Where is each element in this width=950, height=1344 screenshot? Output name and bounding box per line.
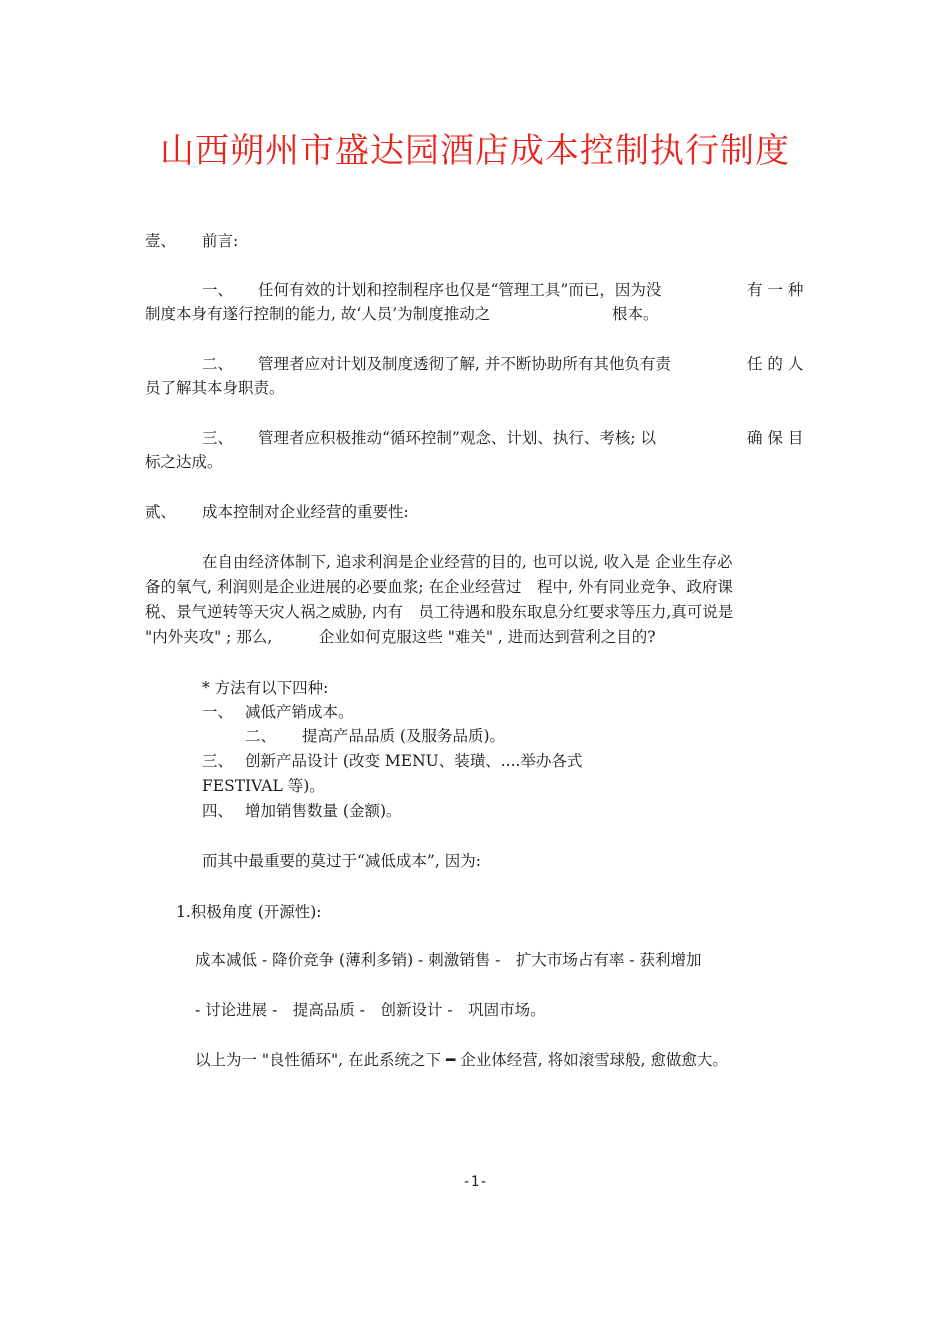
- item-1-line-2: 制度本身有遂行控制的能力, 故‘人员’为制度推动之: [145, 305, 491, 323]
- item-2-line-2: 员了解其本身职责。: [145, 379, 285, 397]
- method-3-continuation: FESTIVAL 等)。: [202, 777, 325, 795]
- method-1-number: 一、: [202, 703, 234, 721]
- chain-line-2: - 讨论进展 - 提高品质 - 创新设计 - 巩固市场。: [195, 1001, 546, 1019]
- method-3-number: 三、: [202, 752, 234, 770]
- item-1-tail-1: 有 一 种: [747, 281, 804, 299]
- document-title: 山西朔州市盛达园酒店成本控制执行制度: [160, 131, 790, 171]
- item-1-tail-2: 根本。: [612, 305, 659, 323]
- method-2-number: 二、: [245, 727, 277, 745]
- paragraph-line-1: 在自由经济体制下, 追求利润是企业经营的目的, 也可以说, 收入是 企业生存必: [202, 553, 733, 571]
- methods-intro: * 方法有以下四种:: [202, 679, 329, 697]
- cycle-line: 以上为一 "良性循环", 在此系统之下 ━ 企业体经营, 将如滚雪球般, 愈做愈大。: [195, 1051, 728, 1069]
- method-3-text: 创新产品设计 (改变 MENU、装璜、....举办各式: [245, 752, 583, 770]
- item-1-line-1: 任何有效的计划和控制程序也仅是“管理工具”而已，因为没: [258, 281, 662, 299]
- method-2-text: 提高产品品质 (及服务品质)。: [302, 727, 506, 745]
- method-1-text: 减低产销成本。: [245, 703, 354, 721]
- item-3-number: 三、: [202, 429, 234, 447]
- page-number: -1-: [462, 1174, 488, 1190]
- method-4-text: 增加销售数量 (金额)。: [245, 802, 402, 820]
- item-2-tail-1: 任 的 人: [747, 355, 804, 373]
- item-3-tail-1: 确 保 目: [747, 429, 804, 447]
- chain-line-1: 成本减低 - 降价竞争 (薄利多销) - 刺激销售 - 扩大市场占有率 - 获利增加: [195, 951, 702, 969]
- section-1-number: 壹、: [145, 232, 177, 250]
- paragraph-line-3: 税、景气逆转等天灾人祸之威胁, 内有 员工待遇和股东取息分红要求等压力,真可说是: [145, 603, 734, 621]
- item-2-line-1: 管理者应对计划及制度透彻了解, 并不断协助所有其他负有责: [258, 355, 671, 373]
- section-2-number: 贰、: [145, 503, 177, 521]
- method-4-number: 四、: [202, 802, 234, 820]
- section-1-heading: 前言:: [202, 232, 239, 250]
- item-1-number: 一、: [202, 281, 234, 299]
- point-1-heading: 1.积极角度 (开源性):: [176, 903, 322, 921]
- paragraph-line-4: "内外夹攻" ; 那么, 企业如何克服这些 "难关" , 进而达到营利之目的?: [145, 628, 656, 646]
- item-3-line-2: 标之达成。: [145, 453, 223, 471]
- conclusion-line: 而其中最重要的莫过于“减低成本”, 因为:: [202, 852, 481, 870]
- item-3-line-1: 管理者应积极推动“循环控制”观念、计划、执行、考核; 以: [258, 429, 656, 447]
- item-2-number: 二、: [202, 355, 234, 373]
- paragraph-line-2: 备的氧气, 利润则是企业进展的必要血浆; 在企业经营过 程中, 外有同业竞争、政府课: [145, 578, 733, 596]
- section-2-heading: 成本控制对企业经营的重要性:: [202, 503, 409, 521]
